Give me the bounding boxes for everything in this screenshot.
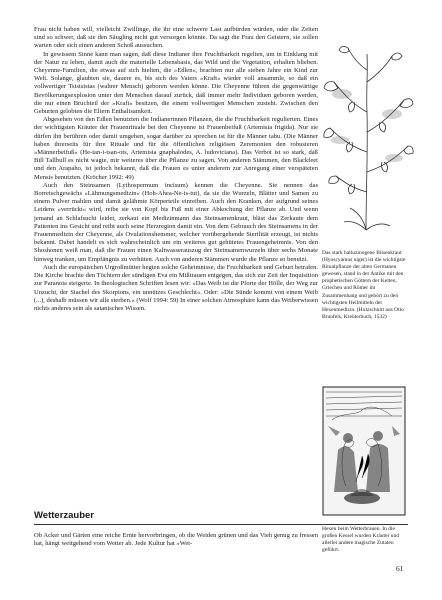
paragraph-4: Auch den Steinsamen (Lythospermum incisum) kennen die Cheyenne. Sie nennen das Borretschgewächs »Lähmungsmedizin« (Hoh-Ahea-Ne-is-tut), da sie die Wurzeln, Blätter und Samen zu einem Pulver mahlen und damit gelähmte Körperteile einreiben. Auch den Kranken, der aufgrund seines Leidens »verrückt« wird, reibe sie von Kopf bis Fuß mit einer Abkochung der Pflanze ab. Und wenn jemand an Schlafsucht leidet, zerkaut ein Medizinmann das Steinsamenkraut, bläst das Zerkaute dem Patienten ins Gesicht und reibt auch seine Herzregion damit ein. Von dem Gebrauch des Steinsamens in der Frauenmedizin der Cheyenne, als Ovulationshemmer, welcher vorübergehende Sterilität erzeugt, ist nichts bekannt. Dabei handelt es sich wahrscheinlich um ein weiteres gut gehütetes Frauengeheimnis. Von den Shoshonen weiß man, daß die Frauen einen Kaltwasserauszug der Steinsamenwurzeln über sechs Monate hinweg tranken, um Empfängnis zu verhüten. Auch von anderen Stämmen wurde die Pflanze so benutzt. — [34, 181, 318, 263]
main-text-column — [34, 26, 318, 313]
caption-witches: Hexen beim Wetterbrauen. In die großen Kessel wurden Kräuter und allerlei andere magische Zutaten geführt. — [322, 526, 399, 554]
paragraph-3: Abgesehen von den Edlen benutzten die Indianerinnen Pflanzen, die die Fruchtbarkeit regulierten. Eines der wichtigsten Kräuter der Frauenrituale bei den Cheyenne ist Frauenbeifuß (Artemisia frigida). Nur sie dürfen ihn berühren oder damit umgehen, sogar darüber zu sprechen ist für die Männer tabu. (Die Männer haben ihrerseits für ihre Rituale und für die öffentlichen religiösen Zeremonien den robusteren »Männerbeifuß« (He-tan-i-tsan-ots, Artemisia gnaphalodes, A. ludoviciana). Das Verbot ist so stark, daß Bill Tallbull es nicht wagte, mir weiteres über die Pflanze zu sagen. Von anderen Stämmen, den Blackfeet und den Arapaho, ist jedoch bekannt, daß die Frauen es unter anderem zur Anregung einer verspäteten Mensis benutzten. (Kröcher 1992: 49) — [34, 116, 318, 181]
paragraph-2: In gewissem Sinne kann man sagen, daß diese Indianer ihre Fruchtbarkeit regelten, um in Einklang mit der Natur zu leben, damit auch die materielle Lebensbasis, das Wild und die Vegetation, erhalten blieben. Cheyenne-Familien, die etwas auf sich hielten, die »Edlen«, brachten nur alle sieben Jahre ein Kind zur Welt. Solange, glaubten sie, dauere es, bis sich des Vaters »Kraft« wieder voll ansammle, so daß ein vollwertiger Tsistsistas (wahrer Mensch) geboren werden könne. Die Cheyenne führen die gegenwärtige Bevölkerungsexplosion unter den Menschen darauf zurück, daß immer mehr Individuen geboren werden, die nur einen Bruchteil der »Kraft« besitzen, die einem vollwertigen Menschen zusteht. Zwischen den Geburten gelobten die Eltern Enthaltsamkeit. — [34, 50, 318, 116]
paragraph-1: Frau nicht haben will, vielleicht Zwillinge, die ihr eine schwere Last aufbürden würden, oder die Zeiten sind so schwer, daß sie den Säugling nicht gut versorgen könnte. Da sagt die Frau den Geistern, sie sollen warten oder sich einen anderen Schoß aussuchen. — [34, 26, 318, 50]
section-heading: Wetterzauber — [34, 510, 95, 521]
page-number: 61 — [396, 564, 404, 573]
last-paragraph: Ob Acker und Gärten eine reiche Ernte hervorbringen, ob die Weiden grünen und das Vieh genug zu fressen hat, hängt weitgehend vom Wetter ab. Jede Kultur hat »Wet- — [34, 532, 318, 548]
henbane-woodcut-illustration — [322, 42, 414, 234]
heading-rule — [34, 524, 408, 525]
witches-weather-woodcut-illustration — [322, 386, 406, 516]
paragraph-5: Auch die europäischen Urgroßmütter hegten solche Geheimnisse, die Fruchtbarkeit und Geburt betrafen. Die Kirche brachte den Töchtern der sündigen Eva ein Mißtrauen entgegen, das sich zur Zeit der Inquisition zur Paranoia steigerte. In theologischen Schriften lesen wir: »Das Weib ist die Pforte der Hölle, der Weg zur Unzucht, der Stachel des Skorpions, ein unnützes Geschlecht«. Oder: »Die Sünde kommt von einem Weib (...), deshalb müssen wir alle sterben.« (Wolf 1994: 59) In einer solchen Atmosphäre kann das Weiberwissen nichts anderes sein als satanisches Wissen. — [34, 263, 318, 312]
caption-henbane: Das stark halluzinogene Bilsenkraut (Hyoscyamus niger) ist die wichtigste Ritualpflanze der alten Germanen gewesen, stand in der Antike mit den prophetischen Göttern der Kelten, Griechen und Römer im Zusammenhang und gehört zu den wichtigsten Heilmitteln der Hexenmedizin. (Holzschnitt aus Otto Brunfels, Kreüterbuch, 1532) — [322, 250, 406, 320]
